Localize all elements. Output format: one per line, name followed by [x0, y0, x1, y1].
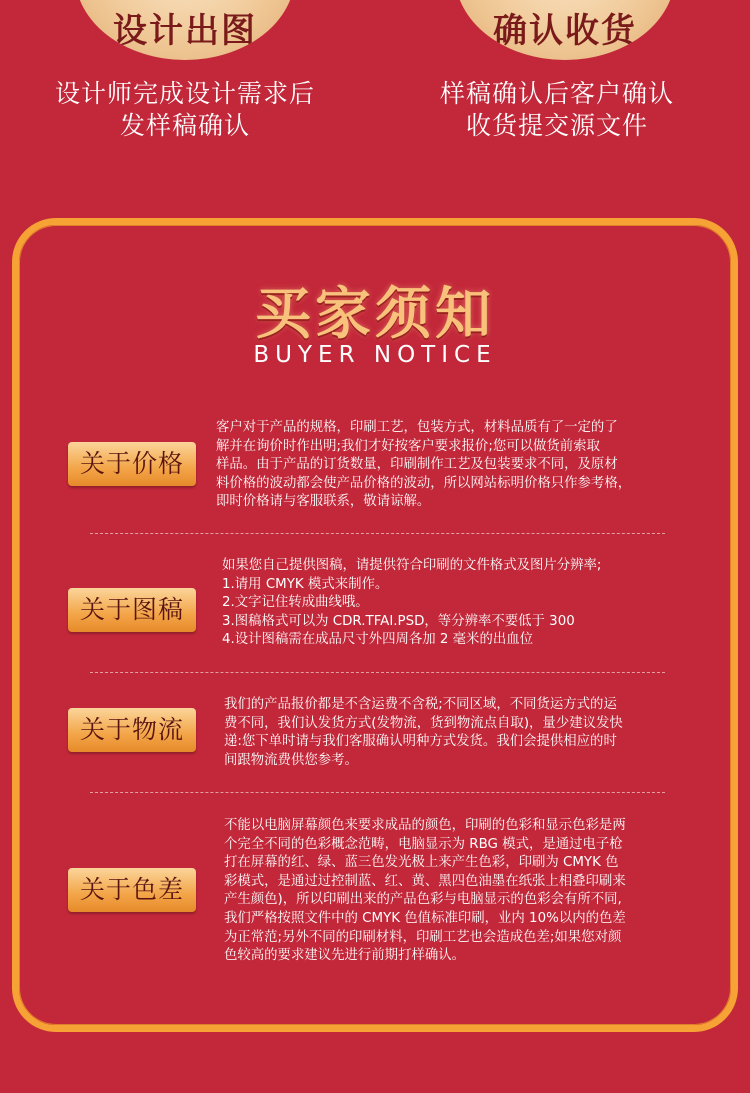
section-divider: [90, 672, 665, 673]
text-line: 个完全不同的色彩概念范畴，电脑显示为 RBG 模式，是通过电子枪: [224, 836, 623, 852]
section-text-price: [216, 419, 691, 512]
tag-color-difference: 关于色差: [68, 868, 196, 912]
step-desc-line: 样稿确认后客户确认: [439, 79, 674, 108]
text-line: 不能以电脑屏幕颜色来要求成品的颜色，印刷的色彩和显示色彩是两: [224, 818, 626, 833]
tag-logistics: 关于物流: [68, 708, 196, 752]
tag-price: 关于价格: [68, 442, 196, 486]
step-desc-line: 发样稿确认: [119, 111, 250, 140]
step-desc-line: 设计师完成设计需求后: [54, 79, 315, 108]
text-line: 如果您自己提供图稿，请提供符合印刷的文件格式及图片分辨率;: [222, 558, 602, 573]
text-line: 2.文字记住转成曲线哦。: [222, 595, 369, 611]
text-line: 为正常范;另外不同的印刷材料，印刷工艺也会造成色差;如果您对颜: [224, 929, 622, 945]
notice-title: 买家须知: [255, 282, 495, 347]
text-line: 彩模式，是通过过控制蓝、红、黄、黑四色油墨在纸张上相叠印刷来: [224, 873, 626, 889]
section-text-logistics: [224, 696, 699, 770]
text-line: 间跟物流费供您参考。: [224, 752, 358, 768]
tag-artwork: 关于图稿: [68, 588, 196, 632]
text-line: 客户对于产品的规格，印刷工艺，包装方式，材料品质有了一定的了: [216, 420, 618, 435]
step-circle-design: [75, 0, 295, 60]
text-line: 即时价格请与客服联系，敬请谅解。: [216, 494, 431, 510]
step-circle-label: 确认收货: [493, 11, 637, 51]
text-line: 1.请用 CMYK 模式来制作。: [222, 576, 389, 592]
step-circle-label: 设计出图: [113, 11, 257, 51]
text-line: 我们的产品报价都是不含运费不含税;不同区域，不同货运方式的运: [224, 697, 617, 712]
section-text-color-difference: [224, 817, 699, 966]
step-description-confirm: [392, 78, 722, 142]
text-line: 料价格的波动都会使产品价格的波动，所以网站标明价格只作参考格，: [216, 475, 632, 491]
step-description-design: [20, 78, 350, 142]
text-line: 我们严格按照文件中的 CMYK 色值标准印刷，业内 10%以内的色差: [224, 910, 626, 926]
text-line: 解并在询价时作出明;我们才好按客户要求报价;您可以做货前索取: [216, 438, 600, 454]
section-text-artwork: [222, 557, 697, 650]
step-desc-line: 收货提交源文件: [465, 111, 648, 140]
section-divider: [90, 533, 665, 534]
section-divider: [90, 792, 665, 793]
text-line: 色较高的要求建议先进行前期打样确认。: [224, 948, 466, 964]
text-line: 费不同，我们认发货方式(发物流，货到物流点自取)，量少建议发快: [224, 715, 623, 731]
step-circle-confirm: [455, 0, 675, 60]
notice-subtitle: BUYER NOTICE: [253, 342, 497, 368]
text-line: 3.图稿格式可以为 CDR.TFAI.PSD，等分辨率不要低于 300: [222, 613, 575, 629]
text-line: 4.设计图稿需在成品尺寸外四周各加 2 毫米的出血位: [222, 632, 534, 648]
text-line: 产生颜色)，所以印刷出来的产品色彩与电脑显示的色彩会有所不同,: [224, 892, 622, 908]
text-line: 样品。由于产品的订货数量，印刷制作工艺及包装要求不同，及原材: [216, 457, 618, 473]
text-line: 递:您下单时请与我们客服确认明种方式发货。我们会提供相应的时: [224, 734, 617, 750]
text-line: 打在屏幕的红、绿、蓝三色发光极上来产生色彩，印刷为 CMYK 色: [224, 855, 619, 871]
